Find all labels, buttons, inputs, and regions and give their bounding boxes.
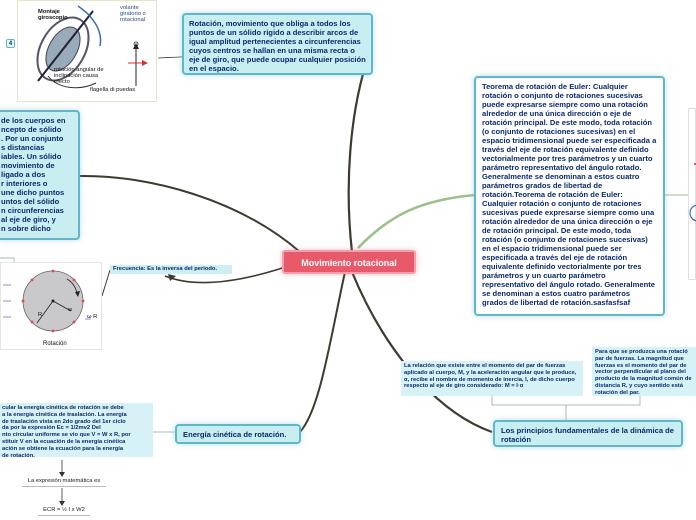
gyro-label-volante: volante giratorio o rotacional bbox=[120, 5, 146, 23]
branch-euler bbox=[358, 195, 475, 248]
energia-note-line: a la energía cinética de traslación. La energía bbox=[2, 411, 127, 418]
energia-note-line: de rotación. bbox=[2, 452, 35, 457]
par-line: vector perpendicular al plano del bbox=[595, 369, 686, 376]
par-line: producto de la magnitud común de bbox=[595, 376, 692, 383]
rotation-circle-illustration bbox=[1, 263, 101, 349]
node-frecuencia[interactable]: Frecuencia: Es la inversa del periodo. bbox=[110, 265, 232, 274]
energia-note-line: de traslación vista en 2do grado del 1er ciclo bbox=[2, 418, 126, 425]
gyro-label-rotacion: rotación angular de inclinación causa efecto bbox=[54, 67, 104, 85]
energia-note-line: nto circular uniforme se vio que V = W x R, por bbox=[2, 432, 131, 439]
node-solido-rigido[interactable] bbox=[0, 110, 80, 240]
left-line: n circunferencias bbox=[1, 206, 64, 215]
energia-note-line: ación se obtiene la ecuación para la energía bbox=[2, 445, 124, 452]
par-line: rotación del par. bbox=[595, 389, 640, 396]
node-principios-dinamica[interactable]: Los principios fundamentales de la dinámica de rotación bbox=[493, 420, 683, 447]
rot-label-w: w bbox=[68, 307, 73, 313]
rot-caption: Rotación bbox=[43, 341, 67, 347]
node-rotacion-definicion[interactable]: Rotación, movimiento que obliga a todos los puntos de un sólido rígido a describir arcos de igual amplitud pertenecientes a circunferencias cuyos centros se hallan en una misma recta o eje de giro, que puede ocupar cualquier posición en el espacio. bbox=[182, 13, 373, 75]
bracket-principios bbox=[492, 396, 640, 420]
image-rotacion bbox=[0, 262, 102, 350]
left-line: s distancias bbox=[1, 143, 45, 152]
node-teorema-euler[interactable]: Teorema de rotación de Euler: Cualquier rotación o conjunto de rotaciones sucesivas puede expresarse siempre como una rotación alrededor de una única dirección o eje de rotación principal. De este modo, toda rotación (o conjunto de rotaciones sucesivas) en el espacio tridimensional puede ser especificada a través del eje de rotación equivalente definido vectorialmente por tres parámetros y un cuarto parámetro representativo del ángulo rotado. Generalmente se denominan a estos cuatro parámetros grados de libertad de rotación.Teorema de rotación de Euler: Cualquier rotación o conjunto de rotaciones sucesivas puede expresarse siempre como una rotación alrededor de una única dirección o eje de rotación principal. De este modo, toda rotación (o conjunto de rotaciones sucesivas) en el espacio tridimensional puede ser especificada a través del eje de rotación equivalente definido vectorialmente por tres parámetros y un cuarto parámetro representativo del ángulo rotado. Generalmente se denominan a estos cuatro parámetros grados de libertad de rotación.sasfasfsaf bbox=[474, 76, 665, 316]
left-line: r interiores o bbox=[1, 179, 48, 188]
note-energia-cinetica[interactable] bbox=[0, 403, 153, 457]
image-right-cutoff bbox=[688, 108, 696, 280]
left-line: untos del sólido bbox=[1, 197, 60, 206]
left-line: iables. Un sólido bbox=[1, 152, 62, 161]
par-line: fuerzas es el momento del par de bbox=[595, 362, 687, 369]
branch-left bbox=[80, 176, 300, 252]
node-energia-cinetica[interactable]: Energía cinética de rotación. bbox=[175, 424, 301, 444]
energia-note-line: cular la energía cinética de rotación se debe bbox=[2, 405, 124, 411]
branch-energia bbox=[300, 272, 345, 432]
left-line: al eje de giro, y bbox=[1, 215, 56, 224]
left-line: ncepto de sólido bbox=[1, 125, 62, 134]
branch-rotacion-def bbox=[349, 46, 372, 252]
branch-principios bbox=[352, 272, 492, 432]
left-line: movimiento de bbox=[1, 161, 55, 170]
central-topic[interactable]: Movimiento rotacional bbox=[282, 250, 416, 274]
energia-note-line: da por la expresión Ec = 1/2mv2 Del bbox=[2, 425, 101, 432]
gyro-label-flagella: flagella di puedas bbox=[90, 87, 136, 93]
par-line: Para que se produzca una rotació bbox=[595, 349, 688, 355]
par-line: par de fuerzas. La magnitud que bbox=[595, 355, 684, 362]
par-line: distancia R, y cuyo sentido está bbox=[595, 382, 683, 389]
arrow-down-2 bbox=[59, 501, 65, 506]
arrow-down-1 bbox=[59, 472, 65, 477]
left-line: de los cuerpos en bbox=[1, 116, 66, 125]
rot-label-r: R bbox=[38, 312, 43, 318]
node-ecr-formula[interactable]: ECR = ½ I x W2 bbox=[38, 507, 90, 516]
gyro-label-montaje: Montaje giroscopio bbox=[38, 9, 68, 21]
node-momento-inercia[interactable]: La relación que existe entre el momento del par de fuerzas aplicado al cuerpo, M, y la aceleración angular que le produce, α, recibe el nombre de momento de inercia, I, de dicho cuerpo respecto al eje de giro considerado: M = I·α bbox=[401, 361, 583, 396]
rot-label-wr: ω R bbox=[87, 314, 98, 320]
left-line: ligado a dos bbox=[1, 170, 46, 179]
topic-count-badge[interactable]: 4 bbox=[6, 39, 15, 48]
left-line: . Por un conjunto bbox=[1, 134, 64, 143]
image-giroscopio bbox=[17, 0, 157, 102]
left-line: n sobre dicho bbox=[1, 224, 51, 233]
right-image-illustration bbox=[689, 109, 696, 279]
node-expresion-matematica[interactable]: La expresión matemática es bbox=[22, 478, 106, 487]
link-frecuencia-image bbox=[102, 270, 110, 296]
node-par-fuerzas[interactable] bbox=[592, 347, 696, 396]
left-line: une dicho puntos bbox=[1, 188, 65, 197]
energia-note-line: stituir V en la ecuación de la energía cinética bbox=[2, 438, 126, 445]
